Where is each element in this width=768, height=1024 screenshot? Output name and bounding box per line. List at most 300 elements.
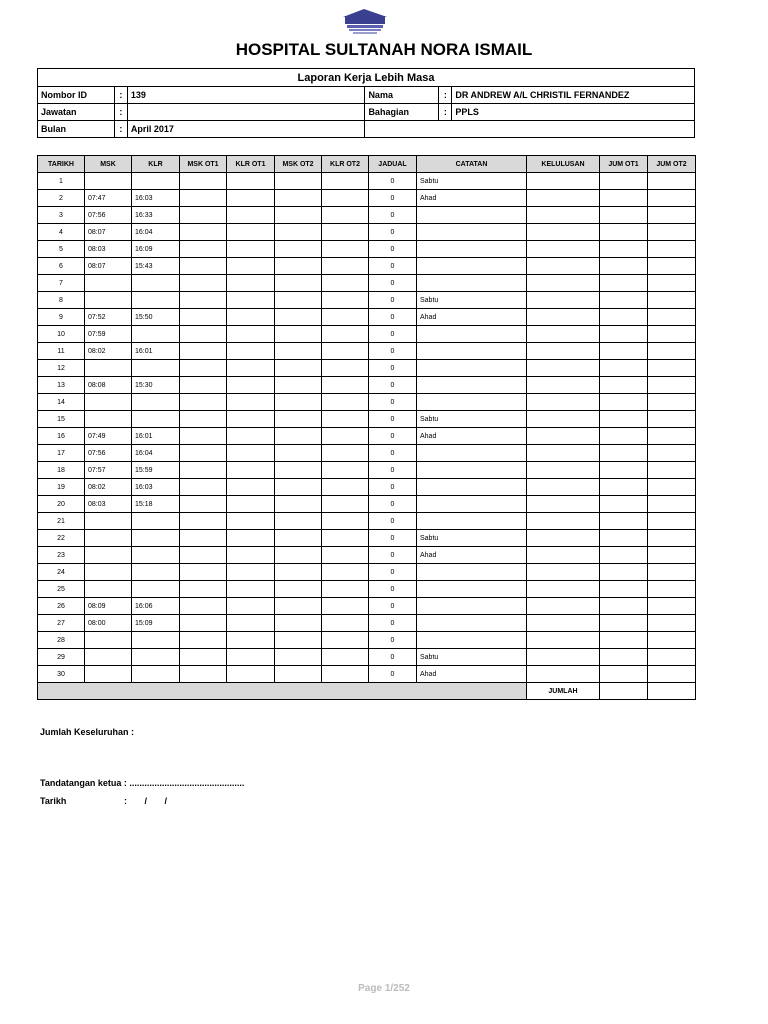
cell-klr bbox=[132, 547, 180, 564]
cell-empty bbox=[227, 479, 275, 496]
cell-empty bbox=[180, 224, 227, 241]
cell-empty bbox=[527, 462, 600, 479]
cell-empty bbox=[648, 258, 696, 275]
cell-empty bbox=[227, 513, 275, 530]
cell-msk bbox=[85, 530, 132, 547]
cell-empty bbox=[648, 326, 696, 343]
cell-msk bbox=[85, 394, 132, 411]
cell-empty bbox=[275, 632, 322, 649]
cell-empty bbox=[180, 428, 227, 445]
cell-msk: 07:57 bbox=[85, 462, 132, 479]
table-row bbox=[38, 513, 696, 530]
cell-msk: 07:49 bbox=[85, 428, 132, 445]
cell-msk: 08:00 bbox=[85, 615, 132, 632]
cell-klr: 15:50 bbox=[132, 309, 180, 326]
cell-empty bbox=[180, 258, 227, 275]
cell-empty bbox=[527, 598, 600, 615]
cell-empty bbox=[648, 462, 696, 479]
cell-empty bbox=[527, 190, 600, 207]
table-row bbox=[38, 326, 696, 343]
cell-empty bbox=[322, 394, 369, 411]
cell-jadual: 0 bbox=[369, 445, 417, 462]
cell-empty bbox=[322, 360, 369, 377]
cell-empty bbox=[180, 649, 227, 666]
cell-empty bbox=[275, 173, 322, 190]
column-header: JADUAL bbox=[369, 156, 417, 173]
cell-msk: 08:03 bbox=[85, 241, 132, 258]
column-header: KLR OT1 bbox=[227, 156, 275, 173]
cell-tarikh: 12 bbox=[38, 360, 85, 377]
cell-empty bbox=[180, 445, 227, 462]
cell-empty bbox=[180, 360, 227, 377]
cell-empty bbox=[227, 564, 275, 581]
cell-empty bbox=[648, 428, 696, 445]
cell-jadual: 0 bbox=[369, 598, 417, 615]
cell-empty bbox=[648, 173, 696, 190]
table-row bbox=[38, 615, 696, 632]
cell-klr: 16:03 bbox=[132, 479, 180, 496]
cell-empty bbox=[275, 564, 322, 581]
cell-msk: 08:09 bbox=[85, 598, 132, 615]
cell-empty bbox=[275, 377, 322, 394]
cell-msk bbox=[85, 513, 132, 530]
cell-tarikh: 13 bbox=[38, 377, 85, 394]
cell-empty bbox=[322, 292, 369, 309]
attendance-table bbox=[37, 155, 696, 700]
cell-empty bbox=[600, 173, 648, 190]
cell-empty bbox=[322, 513, 369, 530]
cell-empty bbox=[600, 598, 648, 615]
cell-empty bbox=[527, 377, 600, 394]
cell-empty bbox=[180, 173, 227, 190]
cell-empty bbox=[227, 649, 275, 666]
cell-empty bbox=[527, 496, 600, 513]
cell-catatan bbox=[417, 496, 527, 513]
cell-empty bbox=[600, 394, 648, 411]
cell-catatan: Ahad bbox=[417, 666, 527, 683]
total-row bbox=[38, 683, 696, 700]
cell-empty bbox=[600, 581, 648, 598]
cell-empty bbox=[180, 581, 227, 598]
cell-empty bbox=[180, 479, 227, 496]
cell-tarikh: 3 bbox=[38, 207, 85, 224]
cell-empty bbox=[600, 462, 648, 479]
cell-empty bbox=[322, 564, 369, 581]
cell-catatan bbox=[417, 615, 527, 632]
cell-empty bbox=[527, 632, 600, 649]
cell-klr: 16:01 bbox=[132, 343, 180, 360]
cell-catatan bbox=[417, 258, 527, 275]
cell-empty bbox=[648, 190, 696, 207]
cell-empty bbox=[600, 292, 648, 309]
cell-msk: 08:07 bbox=[85, 224, 132, 241]
cell-empty bbox=[648, 445, 696, 462]
tandatangan-ketua-line: Tandatangan ketua : .............................................. bbox=[40, 778, 245, 788]
cell-empty bbox=[227, 496, 275, 513]
table-row bbox=[38, 598, 696, 615]
cell-empty bbox=[527, 394, 600, 411]
cell-empty bbox=[600, 343, 648, 360]
cell-msk bbox=[85, 564, 132, 581]
cell-catatan: Sabtu bbox=[417, 649, 527, 666]
cell-empty bbox=[275, 598, 322, 615]
cell-jadual: 0 bbox=[369, 513, 417, 530]
cell-klr: 16:33 bbox=[132, 207, 180, 224]
bulan-label: Bulan bbox=[38, 121, 115, 138]
nama-label: Nama bbox=[365, 87, 439, 104]
cell-empty bbox=[322, 173, 369, 190]
cell-empty bbox=[600, 241, 648, 258]
hospital-title: HOSPITAL SULTANAH NORA ISMAIL bbox=[235, 40, 533, 59]
cell-empty bbox=[322, 479, 369, 496]
table-row bbox=[38, 309, 696, 326]
cell-empty bbox=[275, 343, 322, 360]
cell-tarikh: 23 bbox=[38, 547, 85, 564]
column-header: JUM OT1 bbox=[600, 156, 648, 173]
column-header: MSK bbox=[85, 156, 132, 173]
cell-tarikh: 28 bbox=[38, 632, 85, 649]
table-row bbox=[38, 547, 696, 564]
cell-jadual: 0 bbox=[369, 530, 417, 547]
colon: : bbox=[114, 87, 127, 104]
cell-empty bbox=[600, 496, 648, 513]
cell-tarikh: 30 bbox=[38, 666, 85, 683]
cell-empty bbox=[275, 326, 322, 343]
cell-msk bbox=[85, 411, 132, 428]
cell-catatan: Ahad bbox=[417, 190, 527, 207]
cell-empty bbox=[600, 428, 648, 445]
cell-jadual: 0 bbox=[369, 241, 417, 258]
cell-empty bbox=[227, 258, 275, 275]
cell-tarikh: 2 bbox=[38, 190, 85, 207]
cell-empty bbox=[600, 513, 648, 530]
cell-empty bbox=[527, 309, 600, 326]
cell-empty bbox=[648, 377, 696, 394]
cell-jadual: 0 bbox=[369, 496, 417, 513]
cell-klr: 15:59 bbox=[132, 462, 180, 479]
cell-jadual: 0 bbox=[369, 479, 417, 496]
cell-jadual: 0 bbox=[369, 649, 417, 666]
cell-empty bbox=[322, 581, 369, 598]
cell-empty bbox=[527, 581, 600, 598]
cell-empty bbox=[322, 496, 369, 513]
table-row bbox=[38, 462, 696, 479]
cell-empty bbox=[180, 462, 227, 479]
cell-empty bbox=[275, 411, 322, 428]
cell-empty bbox=[648, 343, 696, 360]
cell-empty bbox=[227, 547, 275, 564]
cell-empty bbox=[227, 598, 275, 615]
cell-empty bbox=[648, 632, 696, 649]
empty-cell bbox=[365, 121, 695, 138]
cell-empty bbox=[180, 496, 227, 513]
jumlah-label: JUMLAH bbox=[527, 683, 600, 700]
cell-tarikh: 7 bbox=[38, 275, 85, 292]
cell-empty bbox=[648, 394, 696, 411]
cell-empty bbox=[600, 564, 648, 581]
cell-klr bbox=[132, 666, 180, 683]
cell-klr bbox=[132, 292, 180, 309]
cell-msk bbox=[85, 666, 132, 683]
table-row bbox=[38, 649, 696, 666]
cell-empty bbox=[527, 224, 600, 241]
table-row bbox=[38, 275, 696, 292]
cell-empty bbox=[600, 632, 648, 649]
cell-empty bbox=[322, 377, 369, 394]
cell-tarikh: 29 bbox=[38, 649, 85, 666]
cell-tarikh: 18 bbox=[38, 462, 85, 479]
cell-catatan: Sabtu bbox=[417, 292, 527, 309]
cell-empty bbox=[227, 326, 275, 343]
cell-klr: 15:43 bbox=[132, 258, 180, 275]
cell-empty bbox=[322, 258, 369, 275]
table-row bbox=[38, 581, 696, 598]
cell-klr bbox=[132, 649, 180, 666]
cell-empty bbox=[600, 666, 648, 683]
cell-empty bbox=[648, 309, 696, 326]
column-header: MSK OT2 bbox=[275, 156, 322, 173]
cell-empty bbox=[322, 445, 369, 462]
cell-msk bbox=[85, 632, 132, 649]
cell-empty bbox=[227, 428, 275, 445]
cell-empty bbox=[648, 360, 696, 377]
cell-empty bbox=[322, 241, 369, 258]
jumlah-ot-cell bbox=[648, 683, 696, 700]
cell-empty bbox=[600, 258, 648, 275]
cell-empty bbox=[600, 207, 648, 224]
cell-empty bbox=[322, 275, 369, 292]
cell-empty bbox=[180, 564, 227, 581]
cell-catatan bbox=[417, 462, 527, 479]
cell-empty bbox=[227, 190, 275, 207]
cell-jadual: 0 bbox=[369, 224, 417, 241]
cell-empty bbox=[275, 445, 322, 462]
cell-empty bbox=[527, 173, 600, 190]
cell-catatan bbox=[417, 275, 527, 292]
table-row bbox=[38, 666, 696, 683]
cell-empty bbox=[527, 326, 600, 343]
cell-jadual: 0 bbox=[369, 411, 417, 428]
cell-catatan bbox=[417, 377, 527, 394]
cell-klr: 16:04 bbox=[132, 224, 180, 241]
cell-klr: 16:01 bbox=[132, 428, 180, 445]
cell-empty bbox=[527, 275, 600, 292]
cell-msk bbox=[85, 547, 132, 564]
cell-catatan bbox=[417, 207, 527, 224]
cell-klr bbox=[132, 513, 180, 530]
table-row bbox=[38, 564, 696, 581]
cell-empty bbox=[180, 394, 227, 411]
cell-empty bbox=[648, 513, 696, 530]
cell-empty bbox=[180, 632, 227, 649]
cell-msk: 07:47 bbox=[85, 190, 132, 207]
cell-empty bbox=[322, 207, 369, 224]
cell-empty bbox=[527, 666, 600, 683]
column-header: KLR bbox=[132, 156, 180, 173]
cell-tarikh: 27 bbox=[38, 615, 85, 632]
cell-empty bbox=[275, 615, 322, 632]
cell-empty bbox=[180, 326, 227, 343]
cell-empty bbox=[227, 411, 275, 428]
cell-empty bbox=[527, 615, 600, 632]
cell-empty bbox=[227, 292, 275, 309]
cell-jadual: 0 bbox=[369, 292, 417, 309]
table-header-row bbox=[38, 156, 696, 173]
cell-tarikh: 9 bbox=[38, 309, 85, 326]
jumlah-keseluruhan-label: Jumlah Keseluruhan : bbox=[40, 727, 135, 737]
cell-klr bbox=[132, 530, 180, 547]
cell-empty bbox=[648, 224, 696, 241]
cell-empty bbox=[322, 411, 369, 428]
cell-empty bbox=[527, 649, 600, 666]
cell-klr bbox=[132, 275, 180, 292]
total-row-filler bbox=[38, 683, 527, 700]
cell-empty bbox=[227, 530, 275, 547]
cell-empty bbox=[527, 258, 600, 275]
cell-jadual: 0 bbox=[369, 360, 417, 377]
cell-empty bbox=[275, 496, 322, 513]
cell-empty bbox=[180, 598, 227, 615]
tarikh-footer-value: : / / bbox=[124, 796, 168, 806]
cell-empty bbox=[527, 428, 600, 445]
cell-msk bbox=[85, 292, 132, 309]
cell-empty bbox=[227, 666, 275, 683]
table-row bbox=[38, 241, 696, 258]
table-row bbox=[38, 428, 696, 445]
cell-tarikh: 21 bbox=[38, 513, 85, 530]
table-row bbox=[38, 530, 696, 547]
cell-catatan bbox=[417, 224, 527, 241]
cell-empty bbox=[227, 224, 275, 241]
cell-jadual: 0 bbox=[369, 564, 417, 581]
cell-empty bbox=[180, 292, 227, 309]
cell-empty bbox=[648, 207, 696, 224]
colon: : bbox=[439, 104, 452, 121]
cell-empty bbox=[322, 224, 369, 241]
cell-empty bbox=[180, 411, 227, 428]
cell-empty bbox=[600, 360, 648, 377]
cell-jadual: 0 bbox=[369, 258, 417, 275]
cell-klr bbox=[132, 581, 180, 598]
cell-empty bbox=[275, 360, 322, 377]
cell-empty bbox=[527, 564, 600, 581]
cell-empty bbox=[275, 207, 322, 224]
cell-empty bbox=[227, 309, 275, 326]
cell-empty bbox=[275, 241, 322, 258]
cell-empty bbox=[527, 292, 600, 309]
cell-empty bbox=[527, 445, 600, 462]
cell-klr: 15:09 bbox=[132, 615, 180, 632]
cell-msk: 07:56 bbox=[85, 207, 132, 224]
nombor-id-label: Nombor ID bbox=[38, 87, 115, 104]
cell-empty bbox=[275, 547, 322, 564]
cell-empty bbox=[600, 190, 648, 207]
cell-empty bbox=[648, 666, 696, 683]
table-row bbox=[38, 394, 696, 411]
cell-empty bbox=[648, 241, 696, 258]
cell-msk: 07:52 bbox=[85, 309, 132, 326]
cell-empty bbox=[180, 513, 227, 530]
cell-empty bbox=[527, 479, 600, 496]
cell-tarikh: 19 bbox=[38, 479, 85, 496]
cell-empty bbox=[275, 275, 322, 292]
cell-tarikh: 1 bbox=[38, 173, 85, 190]
table-row bbox=[38, 292, 696, 309]
hospital-crescent-logo-icon bbox=[325, 6, 387, 38]
cell-jadual: 0 bbox=[369, 394, 417, 411]
table-row bbox=[38, 343, 696, 360]
cell-jadual: 0 bbox=[369, 190, 417, 207]
cell-empty bbox=[322, 632, 369, 649]
cell-jadual: 0 bbox=[369, 173, 417, 190]
cell-empty bbox=[227, 394, 275, 411]
table-row bbox=[38, 173, 696, 190]
cell-empty bbox=[648, 649, 696, 666]
cell-tarikh: 16 bbox=[38, 428, 85, 445]
cell-empty bbox=[648, 530, 696, 547]
cell-msk bbox=[85, 360, 132, 377]
cell-tarikh: 10 bbox=[38, 326, 85, 343]
cell-catatan: Sabtu bbox=[417, 411, 527, 428]
table-row bbox=[38, 224, 696, 241]
cell-empty bbox=[180, 309, 227, 326]
cell-catatan bbox=[417, 445, 527, 462]
cell-jadual: 0 bbox=[369, 207, 417, 224]
cell-empty bbox=[600, 649, 648, 666]
column-header: TARIKH bbox=[38, 156, 85, 173]
cell-catatan bbox=[417, 241, 527, 258]
table-row bbox=[38, 190, 696, 207]
page-number: Page 1/252 bbox=[358, 983, 410, 994]
cell-catatan: Sabtu bbox=[417, 530, 527, 547]
cell-tarikh: 20 bbox=[38, 496, 85, 513]
cell-empty bbox=[322, 598, 369, 615]
column-header: CATATAN bbox=[417, 156, 527, 173]
cell-empty bbox=[322, 428, 369, 445]
cell-tarikh: 6 bbox=[38, 258, 85, 275]
cell-empty bbox=[227, 581, 275, 598]
cell-catatan bbox=[417, 343, 527, 360]
cell-msk bbox=[85, 275, 132, 292]
cell-empty bbox=[180, 615, 227, 632]
cell-empty bbox=[275, 479, 322, 496]
cell-empty bbox=[322, 309, 369, 326]
cell-empty bbox=[600, 615, 648, 632]
jumlah-ot-cell bbox=[600, 683, 648, 700]
cell-klr bbox=[132, 411, 180, 428]
cell-klr bbox=[132, 360, 180, 377]
cell-tarikh: 5 bbox=[38, 241, 85, 258]
cell-empty bbox=[275, 513, 322, 530]
cell-empty bbox=[322, 462, 369, 479]
table-row bbox=[38, 496, 696, 513]
cell-klr: 16:06 bbox=[132, 598, 180, 615]
cell-empty bbox=[275, 292, 322, 309]
cell-empty bbox=[180, 547, 227, 564]
cell-empty bbox=[180, 207, 227, 224]
cell-empty bbox=[275, 530, 322, 547]
cell-empty bbox=[648, 547, 696, 564]
nombor-id-value: 139 bbox=[127, 87, 365, 104]
cell-empty bbox=[227, 632, 275, 649]
cell-empty bbox=[322, 530, 369, 547]
cell-catatan bbox=[417, 513, 527, 530]
cell-empty bbox=[648, 411, 696, 428]
cell-msk bbox=[85, 173, 132, 190]
cell-klr bbox=[132, 394, 180, 411]
table-row bbox=[38, 632, 696, 649]
cell-jadual: 0 bbox=[369, 343, 417, 360]
